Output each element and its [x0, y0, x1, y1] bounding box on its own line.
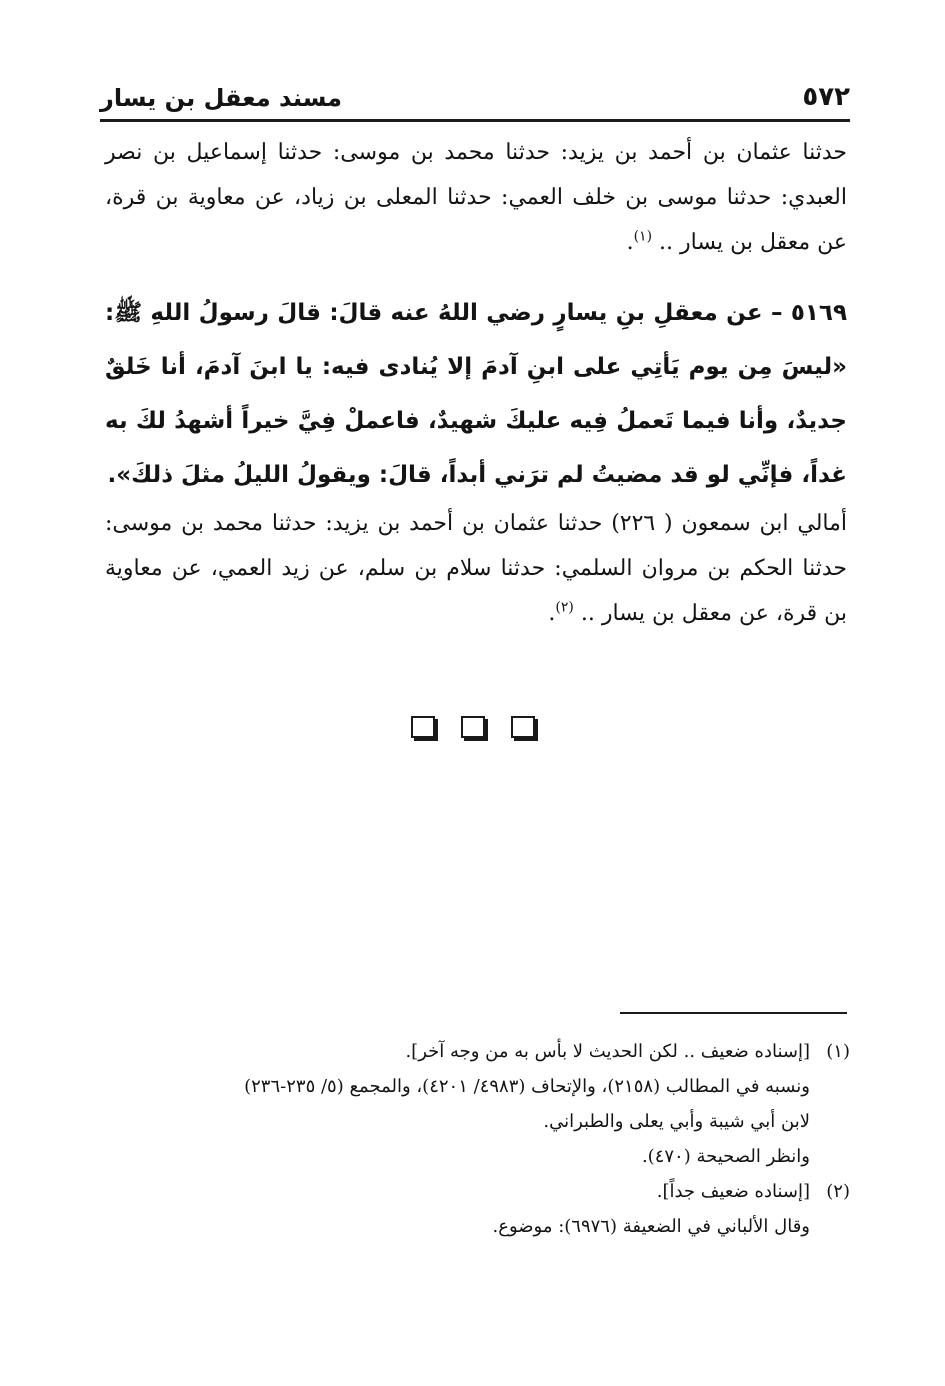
isnad-paragraph-1	[105, 130, 847, 265]
footnote-ref-1[interactable]: (١)	[633, 228, 653, 245]
separator-box-icon	[411, 716, 435, 738]
footnote-number: (١)	[826, 1041, 850, 1062]
footnote-text: لابن أبي شيبة وأبي يعلى والطبراني.	[543, 1111, 810, 1132]
running-header	[100, 72, 850, 112]
footnote-line	[105, 1139, 850, 1174]
isnad-1-text: حدثنا عثمان بن أحمد بن يزيد: حدثنا محمد بن موسى: حدثنا إسماعيل بن نصر العبدي: حدثنا موسى بن خلف العمي: حدثنا المعلى بن زياد، عن معاوية بن قرة، عن معقل بن يسار ..	[105, 140, 847, 255]
footnote-rule	[620, 1012, 847, 1014]
isnad-2-end: .	[548, 601, 556, 626]
separator-box-icon	[511, 716, 535, 738]
section-separator	[0, 716, 945, 738]
separator-box-icon	[461, 716, 485, 738]
footnote-text: وقال الألباني في الضعيفة (٦٩٧٦): موضوع.	[492, 1216, 810, 1237]
footnote-line	[105, 1209, 850, 1244]
isnad-paragraph-2	[105, 501, 847, 636]
page-number: ٥٧٢	[802, 82, 850, 112]
footnote-text: [إسناده ضعيف .. لكن الحديث لا بأس به من وجه آخر].	[405, 1041, 810, 1062]
hadith-5169	[105, 286, 847, 502]
footnote-number: (٢)	[826, 1181, 850, 1202]
footnote-text: [إسناده ضعيف جداً].	[656, 1181, 810, 1202]
header-rule	[100, 119, 850, 122]
footnote-text: ونسبه في المطالب (٢١٥٨)، والإتحاف (٤٩٨٣/ ٤٢٠١)، والمجمع (٥/ ٢٣٥-٢٣٦)	[244, 1076, 810, 1097]
footnote-line	[105, 1104, 850, 1139]
footnote-ref-2[interactable]: (٢)	[555, 599, 574, 616]
hadith-text: ٥١٦٩ – عن معقلِ بنِ يسارٍ رضي اللهُ عنه قالَ: قالَ رسولُ اللهِ ﷺ: «ليسَ مِن يوم يَأتِي على ابنِ آدمَ إلا يُنادى فيه: يا ابنَ آدمَ، أنا خَلقٌ جديدٌ، وأنا فيما تَعملُ فِيه عليكَ شهيدٌ، فاعملْ فِيَّ خيراً أشهدُ لكَ به غداً، فإنِّي لو قد مضيتُ لم ترَني أبداً، قالَ: ويقولُ الليلُ مثلَ ذلكَ».	[105, 300, 847, 488]
running-title: مسند معقل بن يسار	[100, 84, 342, 112]
footnotes	[105, 1034, 850, 1244]
footnote-line	[105, 1034, 850, 1069]
footnote-line	[105, 1174, 850, 1209]
footnote-line	[105, 1069, 850, 1104]
isnad-2-text: أمالي ابن سمعون ( ٢٢٦) حدثنا عثمان بن أحمد بن يزيد: حدثنا محمد بن موسى: حدثنا الحكم بن مروان السلمي: حدثنا سلام بن سلم، عن زيد العمي، عن معاوية بن قرة، عن معقل بن يسار ..	[105, 511, 847, 626]
footnote-text: وانظر الصحيحة (٤٧٠).	[641, 1146, 810, 1167]
isnad-1-end: .	[626, 230, 634, 255]
